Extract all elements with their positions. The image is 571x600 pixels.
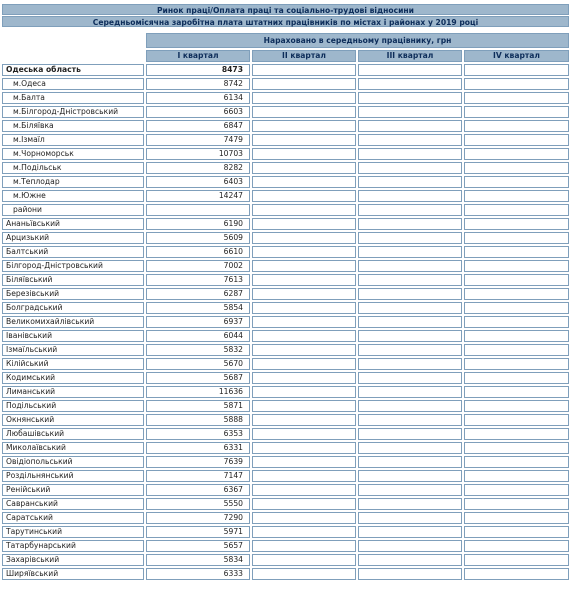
- row-value-q3: [358, 302, 462, 314]
- row-value-q2: [252, 134, 356, 146]
- row-value-q4: [464, 568, 569, 580]
- row-name: Ширяївський: [2, 568, 144, 580]
- row-value-q2: [252, 470, 356, 482]
- table-row: [2, 512, 569, 524]
- row-value-q1: 6937: [146, 316, 250, 328]
- row-value-q4: [464, 78, 569, 90]
- table-row: [2, 470, 569, 482]
- row-value-q1: 6333: [146, 568, 250, 580]
- row-value-q1: 6353: [146, 428, 250, 440]
- row-value-q3: [358, 288, 462, 300]
- row-value-q2: [252, 162, 356, 174]
- row-value-q1: 14247: [146, 190, 250, 202]
- row-value-q2: [252, 232, 356, 244]
- row-value-q4: [464, 344, 569, 356]
- column-header-q2: II квартал: [252, 50, 356, 62]
- table-row: [2, 330, 569, 342]
- row-value-q1: 7639: [146, 456, 250, 468]
- table-row: [2, 204, 569, 216]
- table-row: [2, 526, 569, 538]
- table-row: [2, 218, 569, 230]
- row-name: Татарбунарський: [2, 540, 144, 552]
- row-value-q2: [252, 274, 356, 286]
- row-name: Тарутинський: [2, 526, 144, 538]
- row-name: Лиманський: [2, 386, 144, 398]
- row-value-q3: [358, 358, 462, 370]
- row-value-q2: [252, 190, 356, 202]
- row-value-q3: [358, 64, 462, 76]
- row-value-q2: [252, 554, 356, 566]
- row-value-q1: 7479: [146, 134, 250, 146]
- row-value-q3: [358, 316, 462, 328]
- row-value-q3: [358, 484, 462, 496]
- row-value-q1: 8282: [146, 162, 250, 174]
- page-subtitle: Середньомісячна заробітна плата штатних працівників по містах і районах у 2019 році: [2, 16, 569, 27]
- column-header-q1: I квартал: [146, 50, 250, 62]
- row-value-q4: [464, 386, 569, 398]
- row-value-q4: [464, 554, 569, 566]
- row-value-q1: 5609: [146, 232, 250, 244]
- row-value-q2: [252, 78, 356, 90]
- row-name: Саратський: [2, 512, 144, 524]
- row-value-q1: 7290: [146, 512, 250, 524]
- row-name: Білгород-Дністровський: [2, 260, 144, 272]
- row-value-q3: [358, 554, 462, 566]
- row-value-q3: [358, 190, 462, 202]
- row-value-q4: [464, 428, 569, 440]
- row-name: Балтський: [2, 246, 144, 258]
- row-value-q2: [252, 176, 356, 188]
- row-name: м.Чорноморськ: [2, 148, 144, 160]
- table-row: [2, 554, 569, 566]
- table-row: [2, 176, 569, 188]
- row-value-q2: [252, 526, 356, 538]
- row-value-q4: [464, 204, 569, 216]
- table-row: [2, 498, 569, 510]
- row-value-q3: [358, 526, 462, 538]
- row-name: Ізмаїльський: [2, 344, 144, 356]
- row-value-q4: [464, 92, 569, 104]
- table-row: [2, 78, 569, 90]
- row-value-q3: [358, 568, 462, 580]
- row-value-q3: [358, 176, 462, 188]
- table-row: [2, 232, 569, 244]
- row-value-q2: [252, 120, 356, 132]
- row-value-q4: [464, 330, 569, 342]
- row-value-q2: [252, 540, 356, 552]
- row-value-q3: [358, 92, 462, 104]
- row-value-q2: [252, 344, 356, 356]
- row-value-q3: [358, 400, 462, 412]
- row-value-q1: 6603: [146, 106, 250, 118]
- table-row: [2, 568, 569, 580]
- row-value-q3: [358, 428, 462, 440]
- row-value-q4: [464, 442, 569, 454]
- row-name: м.Біляївка: [2, 120, 144, 132]
- row-value-q3: [358, 498, 462, 510]
- row-value-q1: 5888: [146, 414, 250, 426]
- row-value-q4: [464, 288, 569, 300]
- row-value-q2: [252, 512, 356, 524]
- table-row: [2, 288, 569, 300]
- row-value-q3: [358, 120, 462, 132]
- row-value-q4: [464, 498, 569, 510]
- row-value-q2: [252, 316, 356, 328]
- row-name: Великомихайлівський: [2, 316, 144, 328]
- page-title: Ринок праці/Оплата праці та соціально-трудові відносини: [2, 4, 569, 15]
- row-value-q2: [252, 428, 356, 440]
- row-value-q2: [252, 302, 356, 314]
- row-name: м.Балта: [2, 92, 144, 104]
- table-row: [2, 260, 569, 272]
- row-value-q1: 6610: [146, 246, 250, 258]
- row-value-q4: [464, 134, 569, 146]
- wages-table: [0, 27, 571, 582]
- row-value-q2: [252, 372, 356, 384]
- row-value-q3: [358, 344, 462, 356]
- row-name: Роздільнянський: [2, 470, 144, 482]
- row-value-q3: [358, 162, 462, 174]
- row-value-q3: [358, 540, 462, 552]
- row-value-q1: [146, 204, 250, 216]
- table-row: [2, 246, 569, 258]
- row-name: Ананьївський: [2, 218, 144, 230]
- row-name: Іванівський: [2, 330, 144, 342]
- row-name: Одеська область: [2, 64, 144, 76]
- row-value-q1: 6331: [146, 442, 250, 454]
- row-value-q2: [252, 92, 356, 104]
- corner-cell: [2, 33, 144, 48]
- row-name: Болградський: [2, 302, 144, 314]
- row-value-q4: [464, 106, 569, 118]
- row-name: Савранський: [2, 498, 144, 510]
- row-value-q2: [252, 358, 356, 370]
- row-name: Біляївський: [2, 274, 144, 286]
- table-row: [2, 316, 569, 328]
- row-value-q4: [464, 526, 569, 538]
- row-value-q4: [464, 232, 569, 244]
- row-value-q1: 5854: [146, 302, 250, 314]
- row-value-q3: [358, 372, 462, 384]
- row-value-q1: 6287: [146, 288, 250, 300]
- row-value-q4: [464, 64, 569, 76]
- row-value-q1: 5687: [146, 372, 250, 384]
- table-row: [2, 134, 569, 146]
- row-value-q4: [464, 540, 569, 552]
- row-name: Окнянський: [2, 414, 144, 426]
- row-name: м.Білгород-Дністровський: [2, 106, 144, 118]
- row-value-q3: [358, 218, 462, 230]
- row-value-q1: 7613: [146, 274, 250, 286]
- row-value-q3: [358, 386, 462, 398]
- row-value-q1: 6190: [146, 218, 250, 230]
- row-value-q2: [252, 400, 356, 412]
- row-value-q3: [358, 148, 462, 160]
- row-value-q3: [358, 512, 462, 524]
- row-name: Ренійський: [2, 484, 144, 496]
- row-value-q3: [358, 78, 462, 90]
- row-value-q4: [464, 316, 569, 328]
- row-value-q4: [464, 456, 569, 468]
- table-row: [2, 484, 569, 496]
- row-value-q2: [252, 484, 356, 496]
- row-value-q4: [464, 148, 569, 160]
- row-value-q2: [252, 414, 356, 426]
- row-value-q3: [358, 134, 462, 146]
- row-name: Миколаївський: [2, 442, 144, 454]
- row-value-q1: 10703: [146, 148, 250, 160]
- row-name: м.Теплодар: [2, 176, 144, 188]
- row-value-q3: [358, 456, 462, 468]
- table-row: [2, 358, 569, 370]
- row-value-q3: [358, 260, 462, 272]
- row-value-q3: [358, 470, 462, 482]
- row-value-q4: [464, 162, 569, 174]
- row-value-q2: [252, 288, 356, 300]
- row-name: м.Ізмаїл: [2, 134, 144, 146]
- row-value-q1: 8473: [146, 64, 250, 76]
- row-name: Кодимський: [2, 372, 144, 384]
- row-value-q4: [464, 260, 569, 272]
- row-name: Любашівський: [2, 428, 144, 440]
- row-value-q3: [358, 414, 462, 426]
- row-value-q1: 6367: [146, 484, 250, 496]
- row-value-q4: [464, 358, 569, 370]
- row-name: м.Южне: [2, 190, 144, 202]
- row-value-q1: 5550: [146, 498, 250, 510]
- row-value-q3: [358, 204, 462, 216]
- table-row: [2, 540, 569, 552]
- column-header-q4: IV квартал: [464, 50, 569, 62]
- row-value-q4: [464, 470, 569, 482]
- row-value-q2: [252, 442, 356, 454]
- table-row: [2, 106, 569, 118]
- row-value-q4: [464, 218, 569, 230]
- table-row: [2, 92, 569, 104]
- table-row: [2, 442, 569, 454]
- row-value-q2: [252, 386, 356, 398]
- row-value-q2: [252, 568, 356, 580]
- row-value-q1: 6403: [146, 176, 250, 188]
- row-value-q1: 5832: [146, 344, 250, 356]
- row-name: Овідіопольський: [2, 456, 144, 468]
- row-value-q4: [464, 484, 569, 496]
- table-row: [2, 414, 569, 426]
- group-header: Нараховано в середньому працівнику, грн: [146, 33, 569, 48]
- table-row: [2, 274, 569, 286]
- row-value-q2: [252, 204, 356, 216]
- row-value-q1: 7147: [146, 470, 250, 482]
- corner-cell: [2, 50, 144, 62]
- row-value-q4: [464, 414, 569, 426]
- row-value-q3: [358, 106, 462, 118]
- row-value-q1: 6044: [146, 330, 250, 342]
- row-value-q4: [464, 372, 569, 384]
- row-value-q1: 5657: [146, 540, 250, 552]
- table-row: [2, 148, 569, 160]
- table-body: [2, 64, 569, 580]
- row-value-q1: 6847: [146, 120, 250, 132]
- table-row: [2, 372, 569, 384]
- row-name: Арцизький: [2, 232, 144, 244]
- row-value-q1: 5834: [146, 554, 250, 566]
- row-value-q1: 11636: [146, 386, 250, 398]
- row-value-q3: [358, 330, 462, 342]
- row-value-q4: [464, 120, 569, 132]
- row-name: м.Одеса: [2, 78, 144, 90]
- table-row: [2, 428, 569, 440]
- row-value-q2: [252, 260, 356, 272]
- row-name: Кілійський: [2, 358, 144, 370]
- row-value-q1: 5670: [146, 358, 250, 370]
- page: [2, 4, 569, 582]
- row-value-q1: 5871: [146, 400, 250, 412]
- row-value-q4: [464, 190, 569, 202]
- table-row: [2, 302, 569, 314]
- row-value-q4: [464, 302, 569, 314]
- table-row: [2, 456, 569, 468]
- row-value-q1: 6134: [146, 92, 250, 104]
- row-value-q2: [252, 148, 356, 160]
- row-value-q2: [252, 456, 356, 468]
- row-value-q4: [464, 176, 569, 188]
- table-row: [2, 162, 569, 174]
- row-value-q4: [464, 274, 569, 286]
- row-value-q3: [358, 274, 462, 286]
- row-value-q4: [464, 246, 569, 258]
- row-value-q4: [464, 512, 569, 524]
- table-row: [2, 120, 569, 132]
- table-row: [2, 386, 569, 398]
- row-value-q2: [252, 498, 356, 510]
- row-name: райони: [2, 204, 144, 216]
- table-row: [2, 64, 569, 76]
- row-value-q4: [464, 400, 569, 412]
- table-row: [2, 190, 569, 202]
- row-name: м.Подільськ: [2, 162, 144, 174]
- row-value-q2: [252, 330, 356, 342]
- row-value-q2: [252, 64, 356, 76]
- row-value-q3: [358, 232, 462, 244]
- table-row: [2, 400, 569, 412]
- row-value-q3: [358, 246, 462, 258]
- row-value-q1: 7002: [146, 260, 250, 272]
- row-value-q1: 5971: [146, 526, 250, 538]
- row-value-q3: [358, 442, 462, 454]
- row-value-q2: [252, 106, 356, 118]
- row-name: Захарівський: [2, 554, 144, 566]
- row-value-q2: [252, 218, 356, 230]
- table-row: [2, 344, 569, 356]
- row-value-q2: [252, 246, 356, 258]
- row-name: Подільський: [2, 400, 144, 412]
- column-header-q3: III квартал: [358, 50, 462, 62]
- row-value-q1: 8742: [146, 78, 250, 90]
- row-name: Березівський: [2, 288, 144, 300]
